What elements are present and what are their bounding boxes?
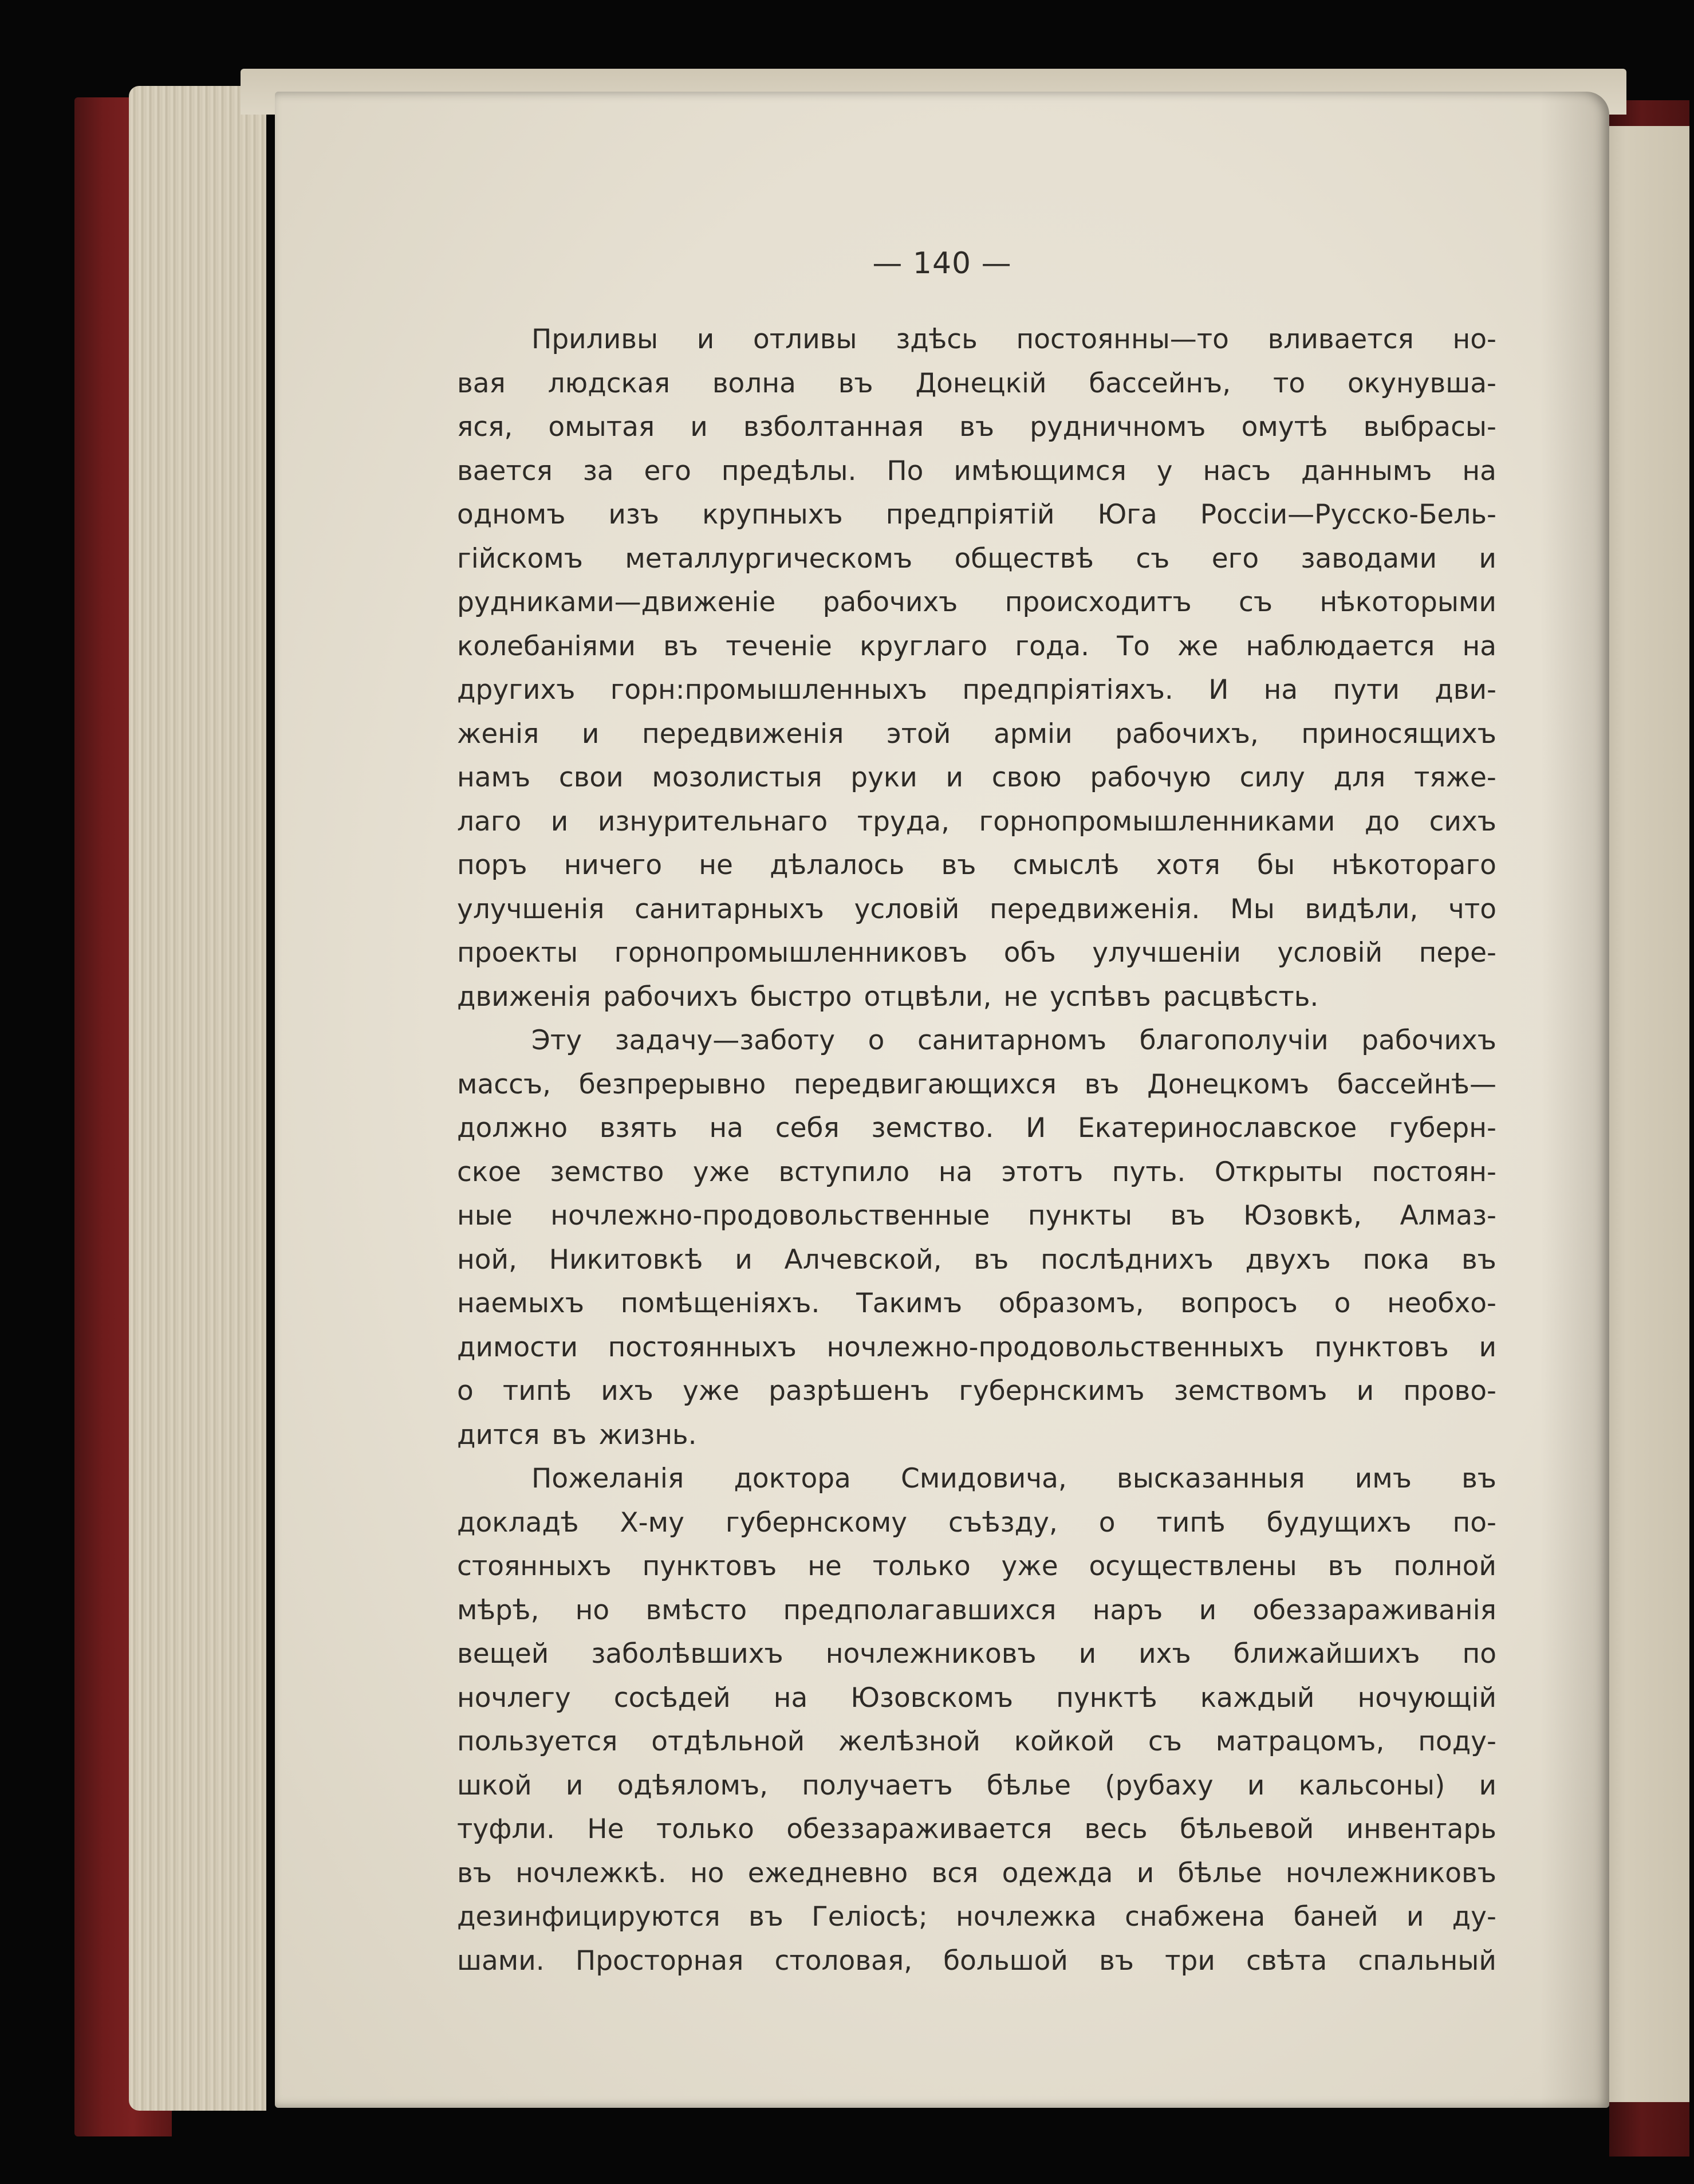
text-line: поръ ничего не дѣлалось въ смыслѣ хотя бы нѣкотораго (457, 849, 1496, 881)
book-page (275, 92, 1609, 2108)
page-gutter-shade (1541, 92, 1609, 2108)
text-line: одномъ изъ крупныхъ предпріятій Юга Россіи—Русско-Бель- (457, 499, 1496, 530)
text-line: намъ свои мозолистыя руки и свою рабочую силу для тяже- (457, 762, 1496, 793)
text-line: шкой и одѣяломъ, получаетъ бѣлье (рубаху и кальсоны) и (457, 1769, 1496, 1801)
text-line: лаго и изнурительнаго труда, горнопромышленниками до сихъ (457, 805, 1496, 837)
text-line: Приливы и отливы здѣсь постоянны—то вливается но- (531, 324, 1496, 355)
text-line: въ ночлежкѣ. но ежедневно вся одежда и бѣлье ночлежниковъ (457, 1857, 1496, 1889)
text-line: мѣрѣ, но вмѣсто предполагавшихся наръ и обеззараживанія (457, 1594, 1496, 1626)
text-line: улучшенія санитарныхъ условій передвиженія. Мы видѣли, что (457, 893, 1496, 925)
text-line: дится въ жизнь. (457, 1419, 697, 1451)
text-line: стоянныхъ пунктовъ не только уже осуществлены въ полной (457, 1551, 1496, 1582)
facing-page-edge (1598, 126, 1689, 2102)
page-stack-edge (129, 86, 266, 2111)
text-line: должно взять на себя земство. И Екатеринославское губерн- (457, 1112, 1496, 1144)
text-line: докладѣ Х-му губернскому съѣзду, о типѣ будущихъ по- (457, 1506, 1496, 1538)
text-line: ные ночлежно-продовольственные пункты въ Юзовкѣ, Алмаз- (457, 1200, 1496, 1231)
text-line: дезинфицируются въ Геліосѣ; ночлежка снабжена баней и ду- (457, 1901, 1496, 1933)
text-line: гійскомъ металлургическомъ обществѣ съ его заводами и (457, 542, 1496, 574)
text-line: колебаніями въ теченіе круглаго года. То же наблюдается на (457, 630, 1496, 662)
text-line: яся, омытая и взболтанная въ рудничномъ омутѣ выбрасы- (457, 411, 1496, 443)
text-line: Эту задачу—заботу о санитарномъ благополучіи рабочихъ (531, 1025, 1496, 1056)
body-text (457, 318, 1496, 1983)
text-line: проекты горнопромышленниковъ объ улучшеніи условій пере- (457, 937, 1496, 969)
text-line: вая людская волна въ Донецкій бассейнъ, то окунувша- (457, 367, 1496, 399)
text-line: другихъ горн:промышленныхъ предпріятіяхъ. И на пути дви- (457, 674, 1496, 706)
text-line: рудниками—движеніе рабочихъ происходитъ съ нѣкоторыми (457, 587, 1496, 618)
text-line: шами. Просторная столовая, большой въ три свѣта спальный (457, 1945, 1496, 1977)
text-line: туфли. Не только обеззараживается весь бѣльевой инвентарь (457, 1813, 1496, 1845)
text-line: наемыхъ помѣщеніяхъ. Такимъ образомъ, вопросъ о необхо- (457, 1288, 1496, 1319)
text-line: димости постоянныхъ ночлежно-продовольственныхъ пунктовъ и (457, 1331, 1496, 1363)
text-line: ское земство уже вступило на этотъ путь. Открыты постоян- (457, 1156, 1496, 1188)
text-line: движенія рабочихъ быстро отцвѣли, не успѣвъ расцвѣсть. (457, 981, 1319, 1013)
page-number: — 140 — (872, 246, 1012, 281)
text-line: Пожеланія доктора Смидовича, высказанныя имъ въ (531, 1463, 1496, 1494)
text-line: ночлегу сосѣдей на Юзовскомъ пунктѣ каждый ночующій (457, 1682, 1496, 1714)
text-line: ной, Никитовкѣ и Алчевской, въ послѣднихъ двухъ пока въ (457, 1243, 1496, 1276)
text-line: о типѣ ихъ уже разрѣшенъ губернскимъ земствомъ и прово- (457, 1375, 1496, 1407)
text-line: вается за его предѣлы. По имѣющимся у насъ даннымъ на (457, 455, 1496, 487)
text-line: пользуется отдѣльной желѣзной койкой съ матрацомъ, поду- (457, 1726, 1496, 1757)
text-line: вещей заболѣвшихъ ночлежниковъ и ихъ ближайшихъ по (457, 1638, 1496, 1670)
text-line: женія и передвиженія этой арміи рабочихъ, приносящихъ (457, 718, 1496, 750)
text-line: массъ, безпрерывно передвигающихся въ Донецкомъ бассейнѣ— (457, 1068, 1496, 1100)
